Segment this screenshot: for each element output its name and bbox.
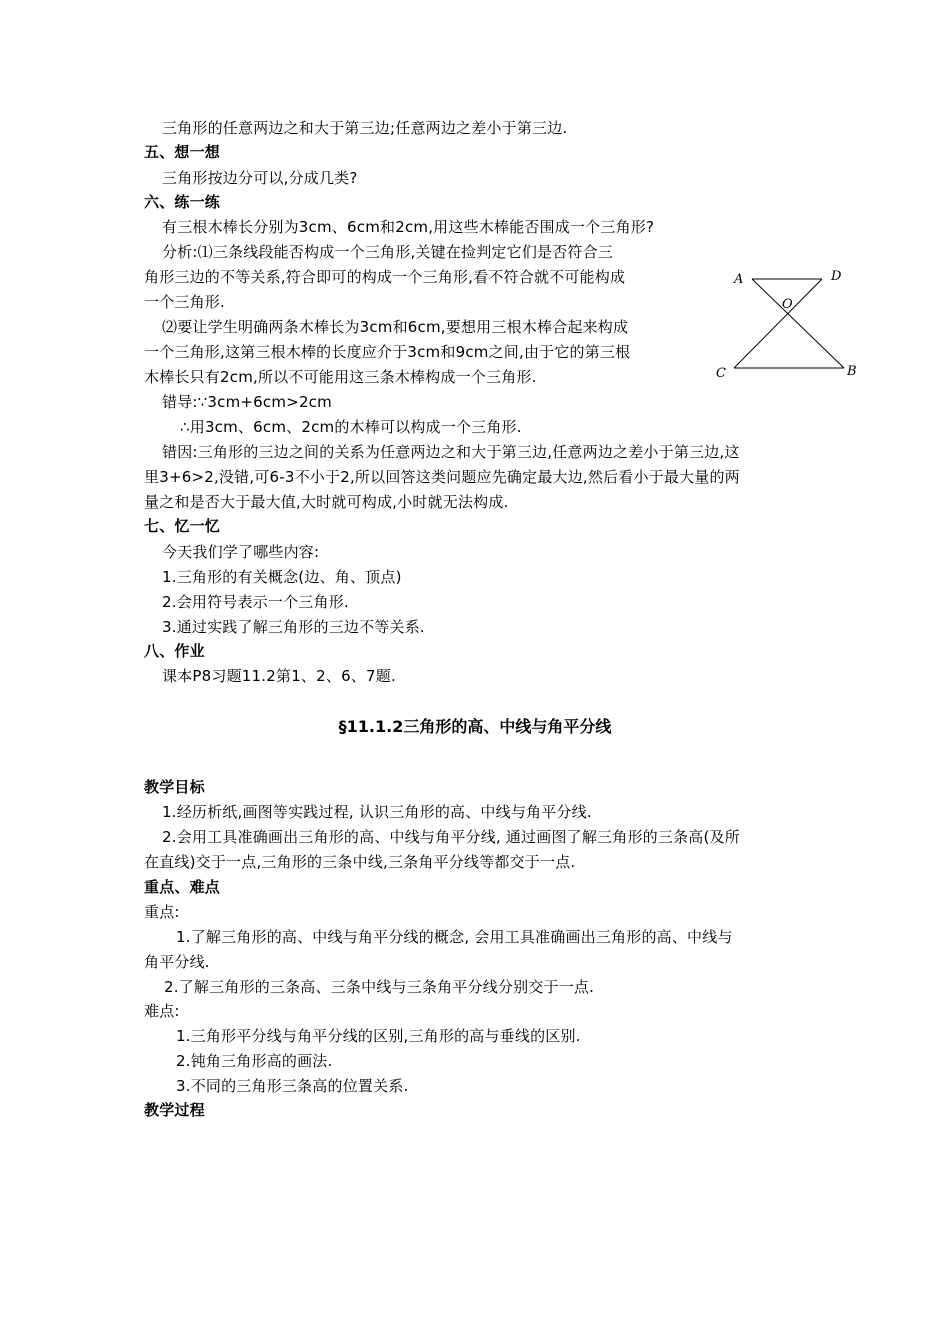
label-difficult: 难点: bbox=[144, 1002, 180, 1020]
segment-ab bbox=[752, 279, 844, 368]
text-line: 错导:∵3cm+6cm>2cm bbox=[162, 393, 332, 411]
text-line: 分析:⑴三条线段能否构成一个三角形,关键在捡判定它们是否符合三 bbox=[162, 243, 614, 261]
triangle-figure bbox=[712, 262, 862, 382]
text-line: 木棒长只有2cm,所以不可能用这三条木棒构成一个三角形. bbox=[144, 368, 537, 386]
heading-goals: 教学目标 bbox=[144, 778, 205, 796]
label-key: 重点: bbox=[144, 903, 180, 921]
text-line: 里3+6>2,没错,可6-3不小于2,所以回答这类问题应先确定最大边,然后看小于最大量的两 bbox=[144, 468, 740, 486]
text-line: 三角形按边分可以,分成几类? bbox=[162, 169, 358, 187]
list-item: 2.会用符号表示一个三角形. bbox=[162, 593, 349, 611]
heading-review: 七、忆一忆 bbox=[144, 517, 221, 535]
segment-dc bbox=[734, 279, 822, 368]
text-line: ∴用3cm、6cm、2cm的木棒可以构成一个三角形. bbox=[180, 418, 522, 436]
text-line: 在直线)交于一点,三角形的三条中线,三条角平分线等都交于一点. bbox=[144, 853, 576, 871]
list-item: 1.了解三角形的高、中线与角平分线的概念, 会用工具准确画出三角形的高、中线与 bbox=[176, 928, 733, 946]
list-item: 1.经历析纸,画图等实践过程, 认识三角形的高、中线与角平分线. bbox=[162, 803, 592, 821]
heading-process: 教学过程 bbox=[144, 1101, 205, 1119]
text-line: 角平分线. bbox=[144, 953, 210, 971]
list-item: 1.三角形的有关概念(边、角、顶点) bbox=[162, 568, 402, 586]
text-line: 错因:三角形的三边之间的关系为任意两边之和大于第三边,任意两边之差小于第三边,这 bbox=[162, 443, 740, 461]
list-item: 3.通过实践了解三角形的三边不等关系. bbox=[162, 618, 425, 636]
text-line: 今天我们学了哪些内容: bbox=[162, 543, 320, 561]
heading-practice: 六、练一练 bbox=[144, 193, 221, 211]
label-b: B bbox=[847, 364, 857, 379]
section-title: §11.1.2三角形的高、中线与角平分线 bbox=[338, 717, 612, 736]
label-d: D bbox=[831, 269, 842, 284]
label-o: O bbox=[782, 297, 793, 312]
text-line: 量之和是否大于最大值,大时就可构成,小时就无法构成. bbox=[144, 493, 509, 511]
text-line: 三角形的任意两边之和大于第三边;任意两边之差小于第三边. bbox=[162, 119, 568, 137]
text-line: 课本P8习题11.2第1、2、6、7题. bbox=[162, 667, 396, 685]
text-line: 一个三角形,这第三根木棒的长度应介于3cm和9cm之间,由于它的第三根 bbox=[144, 343, 631, 361]
list-item: 2.会用工具准确画出三角形的高、中线与角平分线, 通过画图了解三角形的三条高(及所 bbox=[162, 828, 740, 846]
list-item: 2.钝角三角形高的画法. bbox=[176, 1052, 333, 1070]
heading-think: 五、想一想 bbox=[144, 143, 221, 161]
heading-key-points: 重点、难点 bbox=[144, 878, 221, 896]
text-line: 有三根木棒长分别为3cm、6cm和2cm,用这些木棒能否围成一个三角形? bbox=[162, 218, 655, 236]
text-line: 角形三边的不等关系,符合即可的构成一个三角形,看不符合就不可能构成 bbox=[144, 268, 626, 286]
list-item: 1.三角形平分线与角平分线的区别,三角形的高与垂线的区别. bbox=[176, 1027, 581, 1045]
list-item: 2.了解三角形的三条高、三条中线与三条角平分线分别交于一点. bbox=[164, 978, 595, 996]
text-line: 一个三角形. bbox=[144, 293, 225, 311]
label-c: C bbox=[716, 366, 726, 381]
label-a: A bbox=[734, 272, 744, 287]
heading-homework: 八、作业 bbox=[144, 642, 205, 660]
text-line: ⑵要让学生明确两条木棒长为3cm和6cm,要想用三根木棒合起来构成 bbox=[162, 318, 629, 336]
list-item: 3.不同的三角形三条高的位置关系. bbox=[176, 1077, 409, 1095]
